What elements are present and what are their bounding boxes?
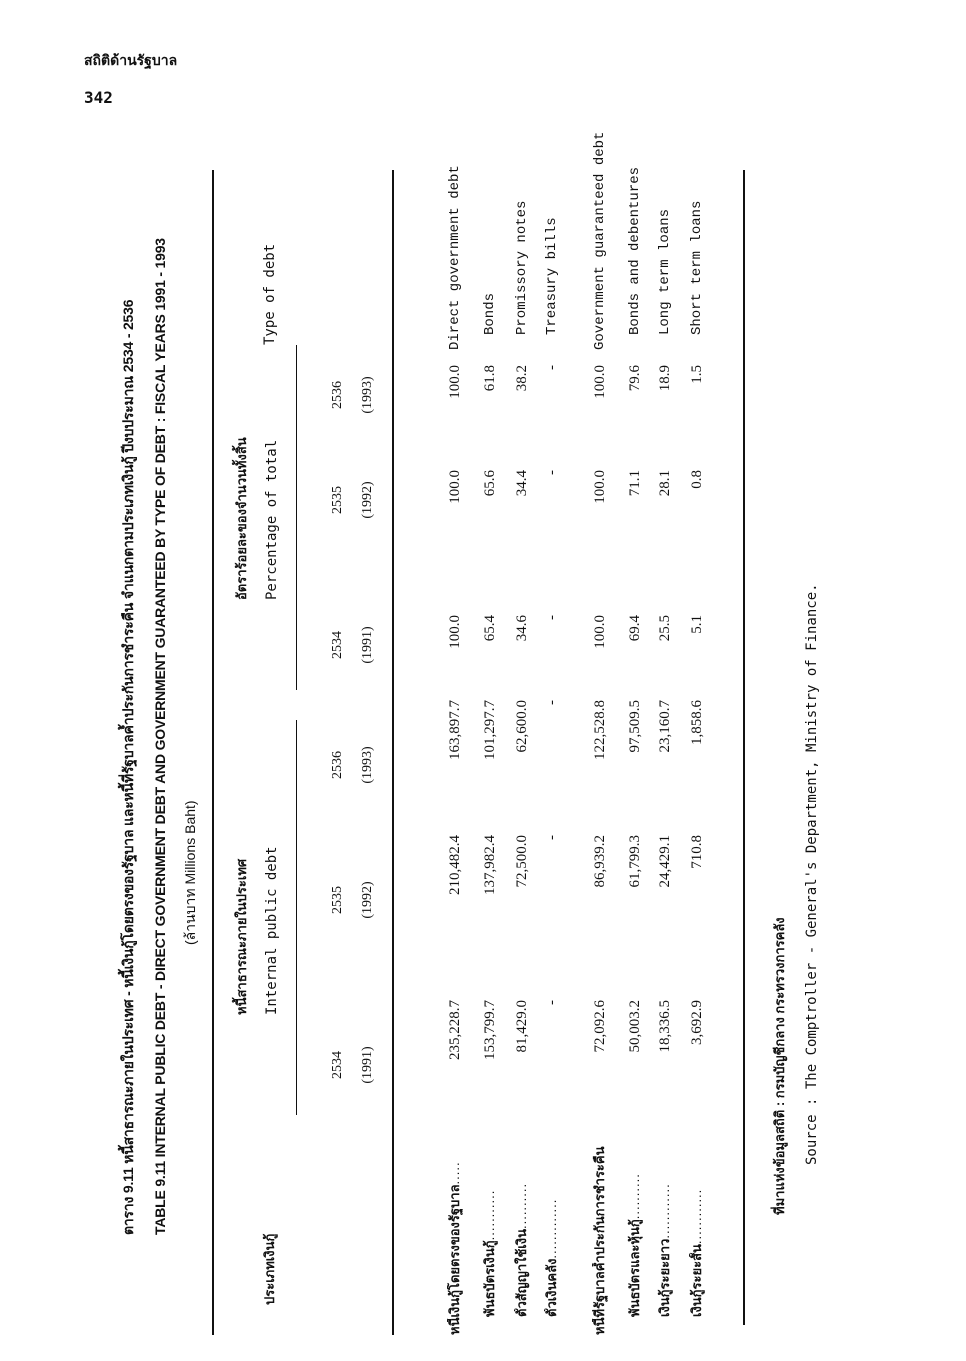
row-label-english: Treasury bills <box>544 217 560 335</box>
cell-percent: - <box>544 365 560 370</box>
row-label-text: ตั๋วเงินคลัง <box>544 1258 559 1317</box>
cell-value: 122,528.8 <box>592 700 608 760</box>
year-be-1991: 2534 <box>330 1051 345 1079</box>
cell-percent: 100.0 <box>447 615 463 649</box>
pct-year-be-1992: 2535 <box>330 486 345 514</box>
col-type-english: Type of debt <box>262 243 278 345</box>
leader-dots: ............ <box>689 1188 704 1245</box>
row-label-text: หนี้ที่รัฐบาลค้ำประกันการชำระคืน <box>592 1146 607 1335</box>
cell-percent: - <box>544 615 560 620</box>
group-percent-rule <box>296 345 297 690</box>
row-label-english: Bonds and debentures <box>627 166 643 335</box>
row-label-text: พันธบัตรเงินกู้ <box>482 1240 497 1317</box>
cell-value: 81,429.0 <box>514 1000 530 1053</box>
cell-percent: 34.4 <box>514 470 530 497</box>
cell-value: - <box>544 1000 560 1005</box>
row-label-text: เงินกู้ระยะยาว <box>657 1238 672 1317</box>
leader-dots: ............ <box>657 1183 672 1239</box>
cell-percent: 25.5 <box>657 615 673 642</box>
row-label-text: ตั๋วสัญญาใช้เงิน <box>514 1229 529 1317</box>
year-be-1992: 2535 <box>330 886 345 914</box>
leader-dots: ............. <box>544 1198 559 1259</box>
leader-dots: ........... <box>482 1189 497 1241</box>
cell-value: 61,799.3 <box>627 835 643 888</box>
title-thai: ตาราง 9.11 หนี้สาธารณะภายในประเทศ - หนี้เงินกู้โดยตรงของรัฐบาล และหนี้ที่รัฐบาลค้ำประกันการชำระคืน จำแนกตามประเภทเงินกู้ ปีงบประมาณ 2534 - 2536 <box>120 299 136 1235</box>
cell-percent: 38.2 <box>514 365 530 392</box>
pct-year-be-1991: 2534 <box>330 631 345 659</box>
cell-value: 1,858.6 <box>689 700 705 745</box>
cell-value: 86,939.2 <box>592 835 608 888</box>
cell-value: 24,429.1 <box>657 835 673 888</box>
row-label-english: Government guaranteed debt <box>592 131 608 350</box>
pct-year-ce-1991: (1991) <box>360 626 375 664</box>
leader-dots: .......... <box>514 1182 529 1230</box>
leader-dots: ..... <box>447 1161 462 1185</box>
cell-value: 210,482.4 <box>447 835 463 895</box>
pct-year-ce-1992: (1992) <box>360 481 375 519</box>
header-rule <box>392 170 394 1335</box>
cell-value: 137,982.4 <box>482 835 498 895</box>
cell-value: 23,160.7 <box>657 700 673 753</box>
col-type-thai: ประเภทเงินกู้ <box>262 1233 277 1305</box>
row-label-english: Direct government debt <box>447 165 463 350</box>
year-ce-1992: (1992) <box>360 881 375 919</box>
cell-percent: 100.0 <box>592 615 608 649</box>
cell-percent: 71.1 <box>627 470 643 497</box>
cell-percent: 28.1 <box>657 470 673 497</box>
row-label-english: Long term loans <box>657 208 673 335</box>
title-unit: (ล้านบาท Millions Baht) <box>182 800 198 945</box>
rotated-table-block <box>110 131 830 1345</box>
cell-value: 18,336.5 <box>657 1000 673 1053</box>
section-header: สถิติด้านรัฐบาล <box>84 53 178 69</box>
cell-value: - <box>544 835 560 840</box>
cell-value: 3,692.9 <box>689 1000 705 1045</box>
row-label-english: Short term loans <box>689 200 705 335</box>
group-internal-rule <box>296 720 297 1115</box>
year-ce-1993: (1993) <box>360 746 375 784</box>
row-label-english: Promissory notes <box>514 200 530 335</box>
cell-value: 62,600.0 <box>514 700 530 753</box>
cell-value: 50,003.2 <box>627 1000 643 1053</box>
cell-percent: 79.6 <box>627 365 643 392</box>
cell-percent: 65.4 <box>482 615 498 642</box>
row-label-text: พันธบัตรและหุ้นกู้ <box>627 1219 642 1317</box>
cell-percent: 61.8 <box>482 365 498 392</box>
cell-value: 235,228.7 <box>447 1000 463 1060</box>
cell-value: - <box>544 700 560 705</box>
cell-percent: 100.0 <box>447 470 463 504</box>
pct-year-ce-1993: (1993) <box>360 376 375 414</box>
group-percent-thai: อัตราร้อยละของจำนวนทั้งสิ้น <box>234 437 249 600</box>
cell-value: 97,509.5 <box>627 700 643 753</box>
cell-percent: 0.8 <box>689 470 705 489</box>
cell-value: 72,500.0 <box>514 835 530 888</box>
cell-value: 163,897.7 <box>447 700 463 760</box>
year-ce-1991: (1991) <box>360 1046 375 1084</box>
cell-percent: 100.0 <box>592 365 608 399</box>
source-thai: ที่มาแห่งข้อมูลสถิติ : กรมบัญชีกลาง กระทรวงการคลัง <box>772 917 787 1215</box>
row-label-text: เงินกู้ระยะสั้น <box>689 1244 704 1317</box>
cell-value: 710.8 <box>689 835 705 869</box>
bottom-rule <box>743 170 745 1325</box>
source-english: Source : The Comptroller - General's Department, Ministry of Finance. <box>804 583 820 1165</box>
page-number: 342 <box>84 88 113 107</box>
cell-percent: 34.6 <box>514 615 530 642</box>
row-label-english: Bonds <box>482 292 498 335</box>
cell-value: 101,297.7 <box>482 700 498 760</box>
pct-year-be-1993: 2536 <box>330 381 345 409</box>
top-rule <box>212 170 214 1335</box>
cell-percent: 18.9 <box>657 365 673 392</box>
leader-dots: .......... <box>627 1173 642 1220</box>
cell-value: 153,799.7 <box>482 1000 498 1060</box>
row-label-text: หนี้เงินกู้โดยตรงของรัฐบาล <box>447 1184 462 1335</box>
cell-percent: 5.1 <box>689 615 705 634</box>
cell-percent: 65.6 <box>482 470 498 497</box>
cell-percent: 1.5 <box>689 365 705 384</box>
cell-value: 72,092.6 <box>592 1000 608 1053</box>
cell-percent: 100.0 <box>592 470 608 504</box>
cell-percent: 100.0 <box>447 365 463 399</box>
year-be-1993: 2536 <box>330 751 345 779</box>
group-internal-english: Internal public debt <box>264 846 280 1015</box>
cell-percent: 69.4 <box>627 615 643 642</box>
group-internal-thai: หนี้สาธารณะภายในประเทศ <box>234 858 249 1015</box>
cell-percent: - <box>544 470 560 475</box>
group-percent-english: Percentage of total <box>264 439 280 600</box>
title-english: TABLE 9.11 INTERNAL PUBLIC DEBT - DIRECT GOVERNMENT DEBT AND GOVERNMENT GUARANTEED BY TYPE OF DEBT : FISCAL YEARS 1991 - 1993 <box>152 238 168 1235</box>
